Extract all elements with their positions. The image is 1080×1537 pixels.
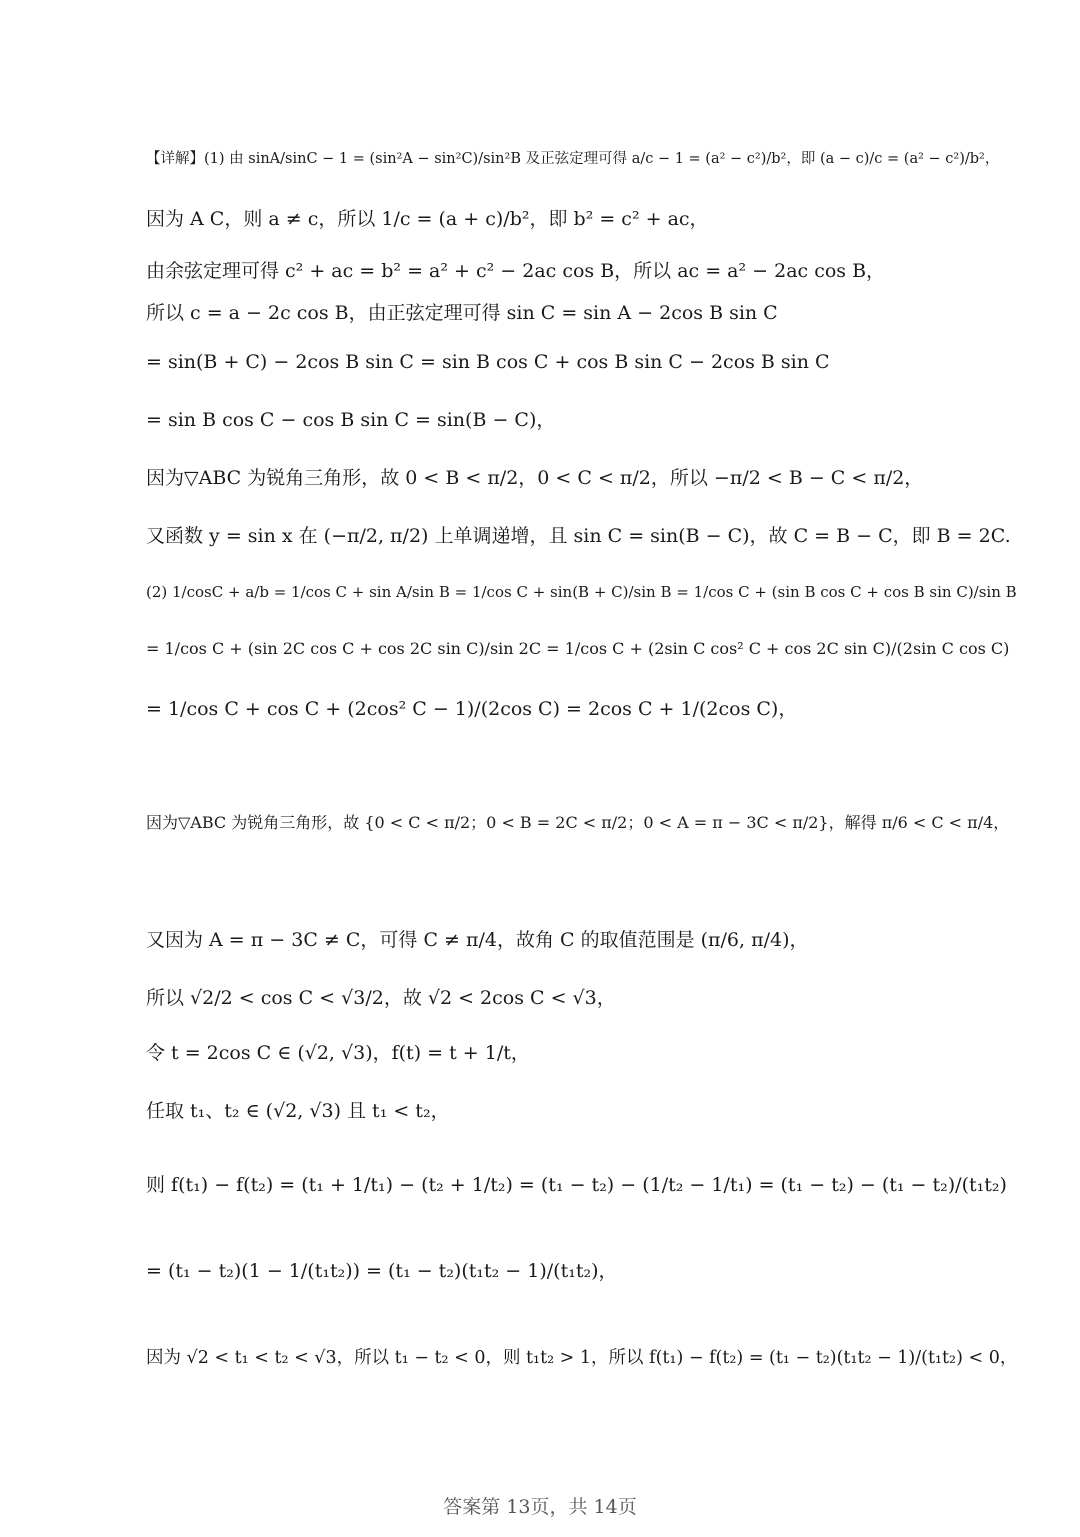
solution-line-2: 因为 A C，则 a ≠ c，所以 1/c = (a + c)/b²，即 b² = c² + ac， — [146, 208, 709, 230]
solution-line-3: 由余弦定理可得 c² + ac = b² = a² + c² − 2ac cos B，所以 ac = a² − 2ac cos B， — [146, 260, 886, 282]
solution-line-12: 因为▽ABC 为锐角三角形，故 {0 < C < π/2；0 < B = 2C < π/2；0 < A = π − 3C < π/2}，解得 π/6 < C < π/4， — [146, 813, 1010, 832]
solution-line-11: = 1/cos C + cos C + (2cos² C − 1)/(2cos C) = 2cos C + 1/(2cos C)， — [146, 698, 798, 720]
solution-line-13: 又因为 A = π − 3C ≠ C，可得 C ≠ π/4，故角 C 的取值范围是 (π/6, π/4)， — [146, 929, 809, 951]
page-footer: 答案第 13页，共 14页 — [443, 1496, 637, 1518]
solution-line-6: = sin B cos C − cos B sin C = sin(B − C)， — [146, 409, 556, 431]
solution-line-9: (2) 1/cosC + a/b = 1/cos C + sin A/sin B = 1/cos C + sin(B + C)/sin B = 1/cos C + (sin B cos C + cos B sin C)/sin B — [146, 583, 1017, 601]
solution-line-16: 任取 t₁、t₂ ∈ (√2, √3) 且 t₁ < t₂， — [146, 1100, 450, 1122]
solution-line-18: = (t₁ − t₂)(1 − 1/(t₁t₂)) = (t₁ − t₂)(t₁t₂ − 1)/(t₁t₂)， — [146, 1260, 618, 1282]
solution-line-19: 因为 √2 < t₁ < t₂ < √3，所以 t₁ − t₂ < 0，则 t₁t₂ > 1，所以 f(t₁) − f(t₂) = (t₁ − t₂)(t₁t₂ − 1)/(t₁t₂) < 0， — [146, 1348, 1018, 1368]
solution-line-4: 所以 c = a − 2c cos B，由正弦定理可得 sin C = sin A − 2cos B sin C — [146, 302, 778, 324]
solution-line-1: 【详解】(1) 由 sinA/sinC − 1 = (sin²A − sin²C)/sin²B 及正弦定理可得 a/c − 1 = (a² − c²)/b²，即 (a − c)/c = (a² − c²)/b²， — [146, 151, 1000, 167]
solution-line-8: 又函数 y = sin x 在 (−π/2, π/2) 上单调递增，且 sin C = sin(B − C)，故 C = B − C，即 B = 2C. — [146, 525, 1011, 547]
solution-line-7: 因为▽ABC 为锐角三角形，故 0 < B < π/2，0 < C < π/2，所以 −π/2 < B − C < π/2， — [146, 467, 924, 489]
solution-line-15: 令 t = 2cos C ∈ (√2, √3)，f(t) = t + 1/t， — [146, 1042, 530, 1064]
solution-line-14: 所以 √2/2 < cos C < √3/2，故 √2 < 2cos C < √3， — [146, 987, 616, 1009]
solution-line-10: = 1/cos C + (sin 2C cos C + cos 2C sin C)/sin 2C = 1/cos C + (2sin C cos² C + cos 2C sin C)/(2sin C cos C) — [146, 639, 1010, 658]
solution-line-5: = sin(B + C) − 2cos B sin C = sin B cos C + cos B sin C − 2cos B sin C — [146, 351, 830, 373]
solution-line-17: 则 f(t₁) − f(t₂) = (t₁ + 1/t₁) − (t₂ + 1/t₂) = (t₁ − t₂) − (1/t₂ − 1/t₁) = (t₁ − t₂) − (t₁ − t₂)/(t₁t₂) — [146, 1174, 1007, 1196]
